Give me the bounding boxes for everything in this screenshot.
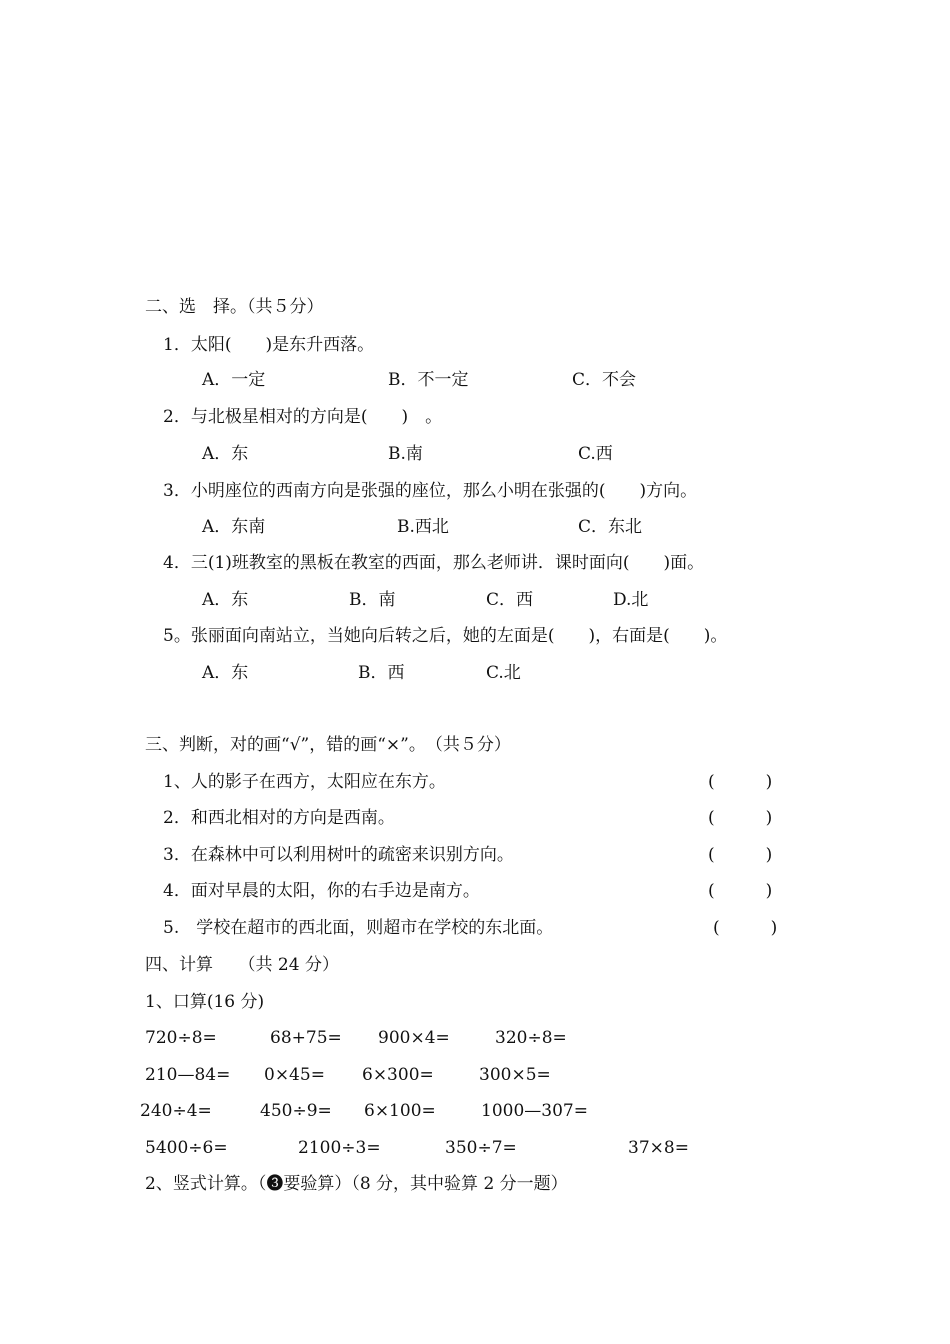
- option-c: C．东北: [578, 517, 643, 537]
- question-stem: 4．三(1)班教室的黑板在教室的西面，那么老师讲．课时面向( )面。: [163, 553, 705, 573]
- option-b: B.西北: [397, 517, 449, 537]
- mental-math-title: 1、口算(16 分): [145, 992, 265, 1012]
- section-4-title: 四、计算 （共 24 分）: [145, 955, 339, 975]
- judgement-item: 5. 学校在超市的西北面，则超市在学校的东北面。: [163, 918, 554, 938]
- math-problem: 720÷8=: [145, 1028, 217, 1048]
- option-a: A．一定: [202, 370, 266, 390]
- option-b: B．西: [358, 663, 405, 683]
- answer-blank[interactable]: ( ): [708, 845, 773, 865]
- option-c: C.西: [578, 444, 613, 464]
- answer-blank[interactable]: ( ): [708, 808, 773, 828]
- option-a: A．东: [202, 663, 249, 683]
- question-stem: 2．与北极星相对的方向是( ) 。: [163, 407, 443, 427]
- math-problem: 37×8=: [628, 1138, 689, 1158]
- question-stem: 5。张丽面向南站立，当她向后转之后，她的左面是( )，右面是( )。: [163, 626, 728, 646]
- option-b: B．不一定: [388, 370, 469, 390]
- answer-blank[interactable]: ( ): [708, 881, 773, 901]
- math-problem: 240÷4=: [140, 1101, 212, 1121]
- option-c: C．不会: [572, 370, 637, 390]
- math-problem: 6×300=: [362, 1065, 434, 1085]
- option-a: A．东南: [202, 517, 266, 537]
- section-3-title: 三、判断，对的画“√”，错的画“×”。 （共５分）: [145, 735, 511, 755]
- section-2-title: 二、选 择。（共５分）: [145, 297, 324, 317]
- judgement-item: 4．面对早晨的太阳，你的右手边是南方。: [163, 881, 480, 901]
- option-a: A．东: [202, 444, 249, 464]
- question-stem: 3．小明座位的西南方向是张强的座位，那么小明在张强的( )方向。: [163, 481, 698, 501]
- option-a: A．东: [202, 590, 249, 610]
- math-problem: 450÷9=: [260, 1101, 332, 1121]
- math-problem: 6×100=: [364, 1101, 436, 1121]
- option-b: B.南: [388, 444, 423, 464]
- math-problem: 1000—307=: [481, 1101, 588, 1121]
- question-stem: 1．太阳( )是东升西落。: [163, 335, 375, 355]
- judgement-item: 1、人的影子在西方，太阳应在东方。: [163, 772, 446, 792]
- option-c: C.北: [486, 663, 521, 683]
- vertical-calc-title: 2、竖式计算。（❸要验算）（8 分，其中验算 2 分一题）: [145, 1174, 568, 1194]
- math-problem: 320÷8=: [495, 1028, 567, 1048]
- math-problem: 900×4=: [378, 1028, 450, 1048]
- judgement-item: 3．在森林中可以利用树叶的疏密来识别方向。: [163, 845, 514, 865]
- option-b: B．南: [349, 590, 396, 610]
- judgement-item: 2．和西北相对的方向是西南。: [163, 808, 395, 828]
- answer-blank[interactable]: ( ): [713, 918, 778, 938]
- option-c: C．西: [486, 590, 534, 610]
- math-problem: 0×45=: [264, 1065, 325, 1085]
- math-problem: 5400÷6=: [145, 1138, 228, 1158]
- math-problem: 2100÷3=: [298, 1138, 381, 1158]
- math-problem: 300×5=: [479, 1065, 551, 1085]
- answer-blank[interactable]: ( ): [708, 772, 773, 792]
- math-problem: 68+75=: [270, 1028, 342, 1048]
- math-problem: 350÷7=: [445, 1138, 517, 1158]
- math-problem: 210—84=: [145, 1065, 231, 1085]
- option-d: D.北: [613, 590, 649, 610]
